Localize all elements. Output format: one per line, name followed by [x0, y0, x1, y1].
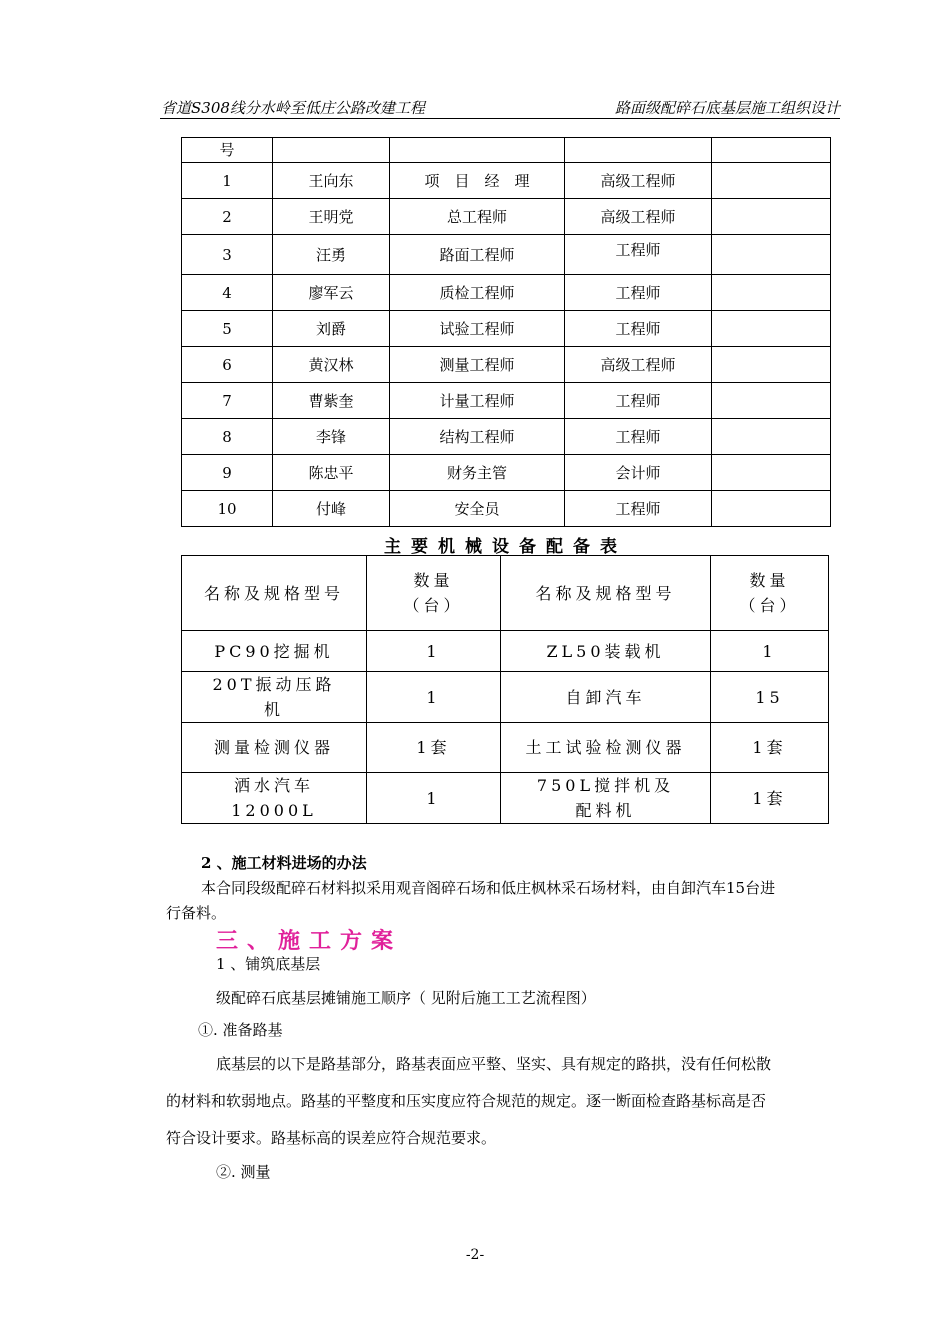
equipment-header-qty: 数量（台）	[711, 556, 829, 631]
step-heading: ①. 准备路基	[198, 1021, 283, 1039]
staff-cell: 王明党	[273, 199, 390, 235]
equipment-name-cell: 土工试验检测仪器	[501, 723, 711, 773]
staff-table	[181, 137, 831, 527]
staff-cell: 廖军云	[273, 275, 390, 311]
equipment-header-row	[182, 556, 829, 631]
paragraph-line: 行备料。	[166, 904, 227, 922]
equipment-qty-cell: 1	[367, 672, 501, 723]
staff-cell	[712, 275, 831, 311]
staff-cell	[565, 138, 712, 163]
equipment-qty-cell: 1	[367, 773, 501, 824]
equipment-name-cell: PC90挖掘机	[182, 631, 367, 672]
header-rule	[160, 118, 840, 119]
equipment-qty-cell: 1套	[367, 723, 501, 773]
equipment-header-name: 名称及规格型号	[182, 556, 367, 631]
equipment-table-title: 主要机械设备配备表	[384, 537, 627, 557]
staff-cell: 曹紫奎	[273, 383, 390, 419]
staff-row	[182, 419, 831, 455]
equipment-table	[181, 555, 829, 824]
section-title: 三、施工方案	[216, 928, 403, 954]
equipment-qty-cell: 1	[367, 631, 501, 672]
staff-cell: 3	[182, 235, 273, 275]
staff-cell	[712, 419, 831, 455]
staff-cell	[712, 491, 831, 527]
equipment-row	[182, 773, 829, 824]
staff-cell	[712, 455, 831, 491]
staff-cell: 试验工程师	[390, 311, 565, 347]
equipment-qty-cell: 1	[711, 631, 829, 672]
staff-cell: 财务主管	[390, 455, 565, 491]
staff-cell: 路面工程师	[390, 235, 565, 275]
staff-cell	[390, 138, 565, 163]
staff-cell: 6	[182, 347, 273, 383]
staff-cell: 高级工程师	[565, 163, 712, 199]
equipment-row	[182, 672, 829, 723]
header-right: 路面级配碎石底基层施工组织设计	[614, 99, 840, 117]
staff-cell: 工程师	[565, 383, 712, 419]
paragraph-line: 的材料和软弱地点。路基的平整度和压实度应符合规范的规定。逐一断面检查路基标高是否	[166, 1092, 767, 1110]
staff-row	[182, 311, 831, 347]
subsection-title: 2 、施工材料进场的办法	[201, 854, 367, 872]
equipment-name-cell: 自卸汽车	[501, 672, 711, 723]
staff-cell	[712, 383, 831, 419]
staff-cell: 工程师	[565, 235, 712, 275]
equipment-header-qty: 数量（台）	[367, 556, 501, 631]
staff-row	[182, 235, 831, 275]
equipment-qty-cell: 1套	[711, 773, 829, 824]
equipment-name-cell: ZL50装载机	[501, 631, 711, 672]
page-number: -2-	[465, 1247, 485, 1263]
staff-cell: 刘爵	[273, 311, 390, 347]
staff-cell: 10	[182, 491, 273, 527]
header-left: 省道S308线分水岭至低庄公路改建工程	[161, 99, 425, 117]
equipment-row	[182, 631, 829, 672]
staff-cell: 总工程师	[390, 199, 565, 235]
staff-row	[182, 275, 831, 311]
staff-cell: 8	[182, 419, 273, 455]
staff-cell: 李锋	[273, 419, 390, 455]
staff-cell: 汪勇	[273, 235, 390, 275]
equipment-name-cell: 20T振动压路机	[182, 672, 367, 723]
staff-cell: 工程师	[565, 491, 712, 527]
staff-cell: 结构工程师	[390, 419, 565, 455]
staff-cell: 陈忠平	[273, 455, 390, 491]
equipment-header-name: 名称及规格型号	[501, 556, 711, 631]
equipment-name-cell: 750L搅拌机及配料机	[501, 773, 711, 824]
staff-row	[182, 455, 831, 491]
equipment-name-cell: 洒水汽车12000L	[182, 773, 367, 824]
staff-cell: 质检工程师	[390, 275, 565, 311]
equipment-qty-cell: 1套	[711, 723, 829, 773]
staff-cell: 测量工程师	[390, 347, 565, 383]
staff-row	[182, 491, 831, 527]
equipment-qty-cell: 15	[711, 672, 829, 723]
staff-row	[182, 163, 831, 199]
staff-row	[182, 347, 831, 383]
staff-row	[182, 199, 831, 235]
paragraph-line: 符合设计要求。路基标高的误差应符合规范要求。	[166, 1129, 497, 1147]
staff-row	[182, 383, 831, 419]
paragraph-line: 底基层的以下是路基部分，路基表面应平整、坚实、具有规定的路拱，没有任何松散	[216, 1055, 772, 1073]
staff-cell	[712, 347, 831, 383]
staff-cell: 项 目 经 理	[390, 163, 565, 199]
staff-cell: 高级工程师	[565, 199, 712, 235]
staff-cell: 黄汉林	[273, 347, 390, 383]
staff-cell: 1	[182, 163, 273, 199]
item-heading: 1 、铺筑底基层	[216, 955, 321, 973]
staff-cell: 9	[182, 455, 273, 491]
staff-cell: 4	[182, 275, 273, 311]
staff-cell: 安全员	[390, 491, 565, 527]
staff-cell	[712, 235, 831, 275]
staff-cell: 工程师	[565, 311, 712, 347]
step-heading: ②. 测量	[216, 1163, 271, 1181]
staff-cell: 2	[182, 199, 273, 235]
equipment-name-cell: 测量检测仪器	[182, 723, 367, 773]
staff-cell: 计量工程师	[390, 383, 565, 419]
staff-cell: 号	[182, 138, 273, 163]
staff-cell	[712, 199, 831, 235]
staff-cell: 工程师	[565, 419, 712, 455]
paragraph-line: 本合同段级配碎石材料拟采用观音阁碎石场和低庄枫林采石场材料，由自卸汽车15台进	[201, 879, 776, 897]
staff-cell	[273, 138, 390, 163]
equipment-row	[182, 723, 829, 773]
staff-cell: 王向东	[273, 163, 390, 199]
staff-cell: 会计师	[565, 455, 712, 491]
staff-cell: 付峰	[273, 491, 390, 527]
item-description: 级配碎石底基层摊铺施工顺序（ 见附后施工工艺流程图）	[216, 989, 596, 1007]
staff-cell: 工程师	[565, 275, 712, 311]
staff-cell	[712, 138, 831, 163]
staff-cell: 高级工程师	[565, 347, 712, 383]
staff-cell	[712, 311, 831, 347]
staff-row	[182, 138, 831, 163]
staff-cell: 7	[182, 383, 273, 419]
staff-cell: 5	[182, 311, 273, 347]
staff-cell	[712, 163, 831, 199]
